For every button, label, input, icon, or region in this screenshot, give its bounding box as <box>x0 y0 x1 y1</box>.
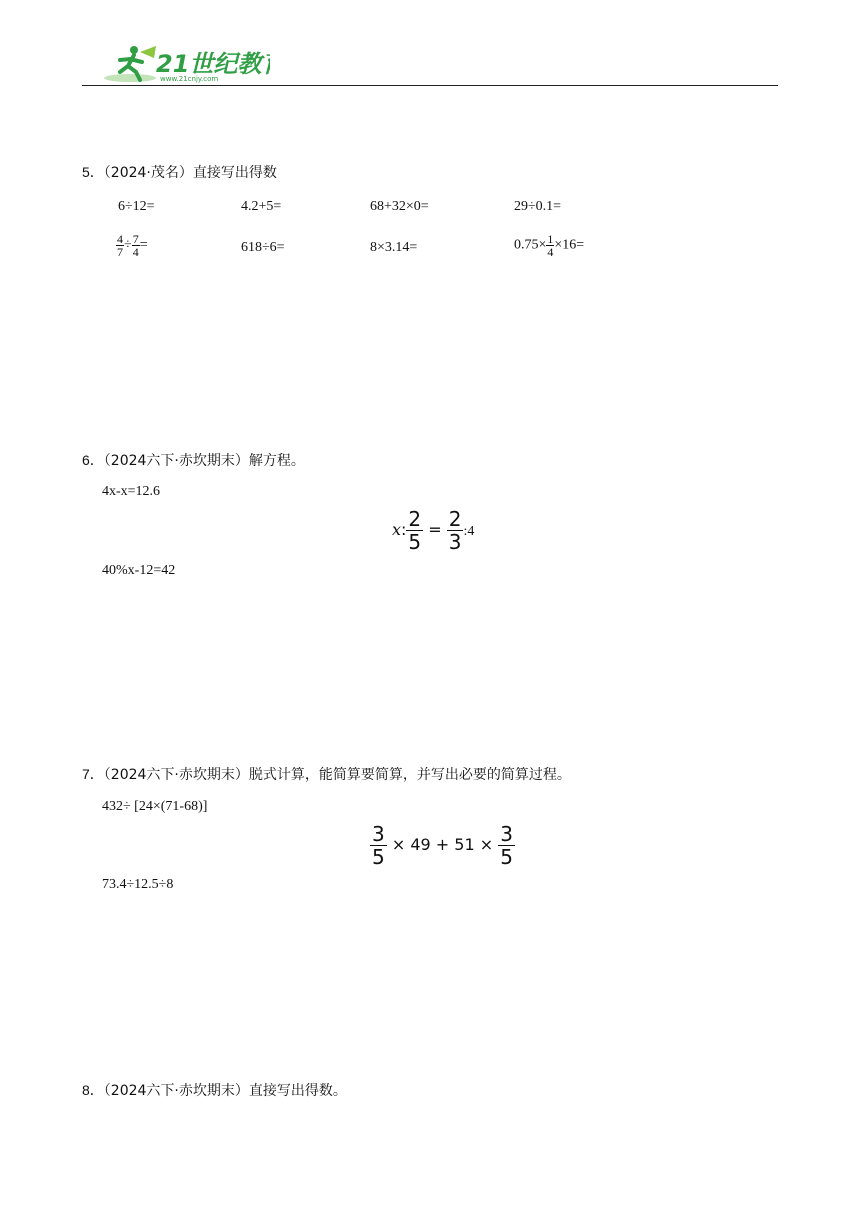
svg-text:21世纪教育: 21世纪教 <box>156 50 262 78</box>
question-6-title: 6．（2024六下·赤坎期末）解方程。 <box>82 452 305 469</box>
q7-expression-3: 73.4÷12.5÷8 <box>102 877 174 892</box>
fraction: $\frac{4}{7}$ <box>117 232 123 259</box>
fraction: $\frac{2}{5}$ <box>408 507 422 554</box>
q5-item-3: 68+32×0= <box>370 199 429 214</box>
runner-logo-icon <box>100 42 270 84</box>
question-8-title: 8．（2024六下·赤坎期末）直接写出得数。 <box>82 1082 347 1099</box>
q5-item-6: 618÷6= <box>241 240 285 255</box>
fraction: $\frac{2}{3}$ <box>448 507 462 554</box>
svg-text:www.21cnjy.com: www.21cnjy.com <box>160 75 219 83</box>
question-5-title: 5．（2024·茂名）直接写出得数 <box>82 164 277 181</box>
q5-item-7: 8×3.14= <box>370 240 418 255</box>
site-logo <box>100 42 270 84</box>
q5-item-5: $\frac{4}{7}$ ÷ $\frac{7}{4}$ = <box>117 232 148 259</box>
q5-item-8: 0.75× $\frac{1}{4}$ ×16= <box>514 232 585 259</box>
fraction: $\frac{3}{5}$ <box>372 822 385 869</box>
fraction: $\frac{1}{4}$ <box>547 232 554 259</box>
q5-item-1: 6÷12= <box>118 199 155 214</box>
q7-expression-1: 432÷ [24×(71-68)] <box>102 799 208 814</box>
q6-equation-3: 40%x-12=42 <box>102 563 176 578</box>
q6-equation-1: 4x-x=12.6 <box>102 484 161 499</box>
q5-item-2: 4.2+5= <box>241 199 282 214</box>
fraction: $\frac{3}{5}$ <box>500 822 513 869</box>
q5-item-4: 29÷0.1= <box>514 199 562 214</box>
q7-expression-2: $\frac{3}{5}$ × 49 + 51 × $\frac{3}{5}$ <box>372 822 513 869</box>
header-divider <box>82 85 778 86</box>
question-7-title: 7．（2024六下·赤坎期末）脱式计算，能简算要简算，并写出必要的简算过程。 <box>82 766 571 783</box>
q6-equation-2: x: $\frac{2}{5}$ = $\frac{2}{3}$ :4 <box>392 507 475 554</box>
fraction: $\frac{7}{4}$ <box>132 232 139 259</box>
